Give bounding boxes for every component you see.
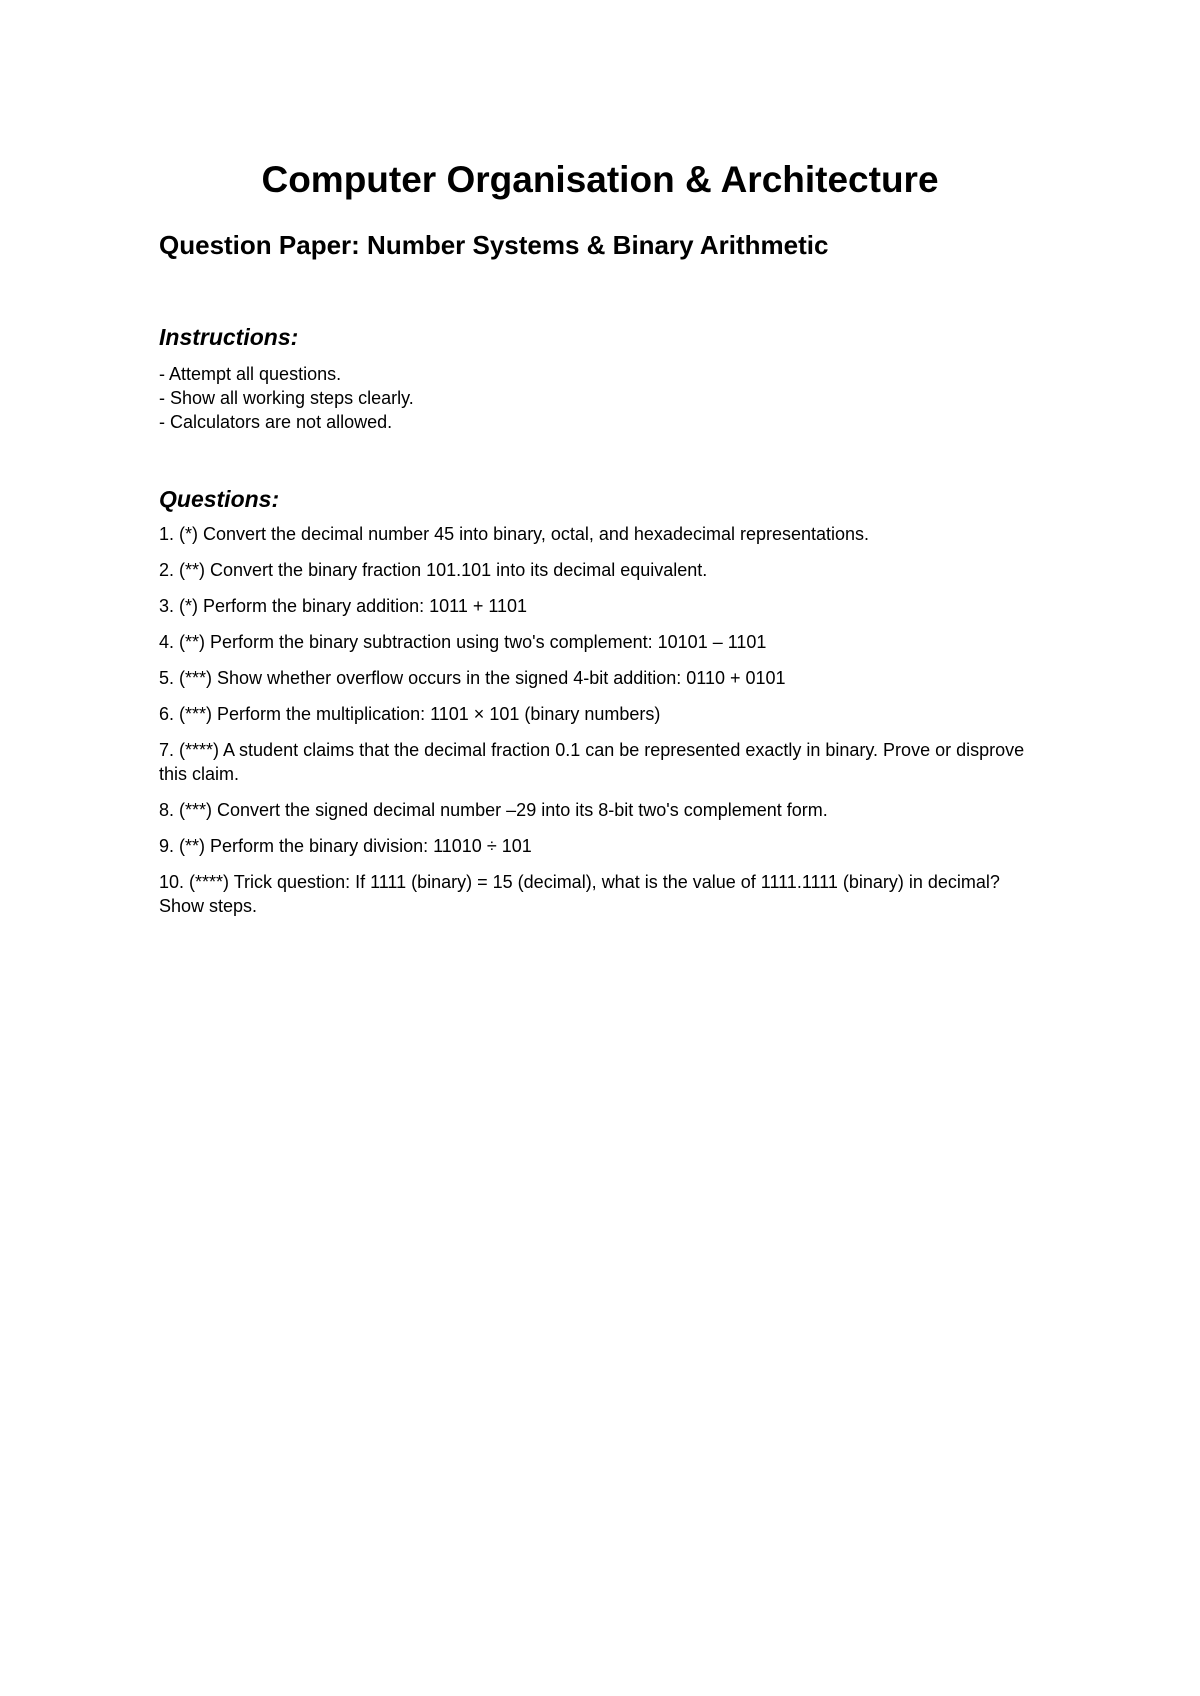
question-item: 7. (****) A student claims that the decimal fraction 0.1 can be represented exactly in binary. Prove or disprove this claim. <box>159 740 1025 784</box>
question-item: 6. (***) Perform the multiplication: 1101 × 101 (binary numbers) <box>159 704 661 724</box>
question-item: 8. (***) Convert the signed decimal number –29 into its 8-bit two's complement form. <box>159 800 828 820</box>
document-body <box>159 228 1049 930</box>
questions-heading: Questions: <box>159 486 280 512</box>
instruction-item: - Calculators are not allowed. <box>159 412 393 432</box>
paper-subtitle: Question Paper: Number Systems & Binary Arithmetic <box>159 230 829 260</box>
questions-list <box>159 522 1049 918</box>
instruction-item: - Show all working steps clearly. <box>159 388 414 408</box>
page-title: Computer Organisation & Architecture <box>261 159 939 200</box>
question-item: 10. (****) Trick question: If 1111 (binary) = 15 (decimal), what is the value of 1111.1111 (binary) in decimal? Show steps. <box>159 872 1000 916</box>
question-item: 3. (*) Perform the binary addition: 1011 + 1101 <box>159 596 528 616</box>
question-item: 9. (**) Perform the binary division: 11010 ÷ 101 <box>159 836 532 856</box>
instructions-heading: Instructions: <box>159 324 299 350</box>
question-item: 4. (**) Perform the binary subtraction using two's complement: 10101 – 1101 <box>159 632 767 652</box>
instruction-item: - Attempt all questions. <box>159 364 342 384</box>
question-item: 1. (*) Convert the decimal number 45 into binary, octal, and hexadecimal representations. <box>159 524 870 544</box>
question-item: 5. (***) Show whether overflow occurs in the signed 4-bit addition: 0110 + 0101 <box>159 668 786 688</box>
question-item: 2. (**) Convert the binary fraction 101.101 into its decimal equivalent. <box>159 560 708 580</box>
instructions-list <box>159 362 1049 434</box>
